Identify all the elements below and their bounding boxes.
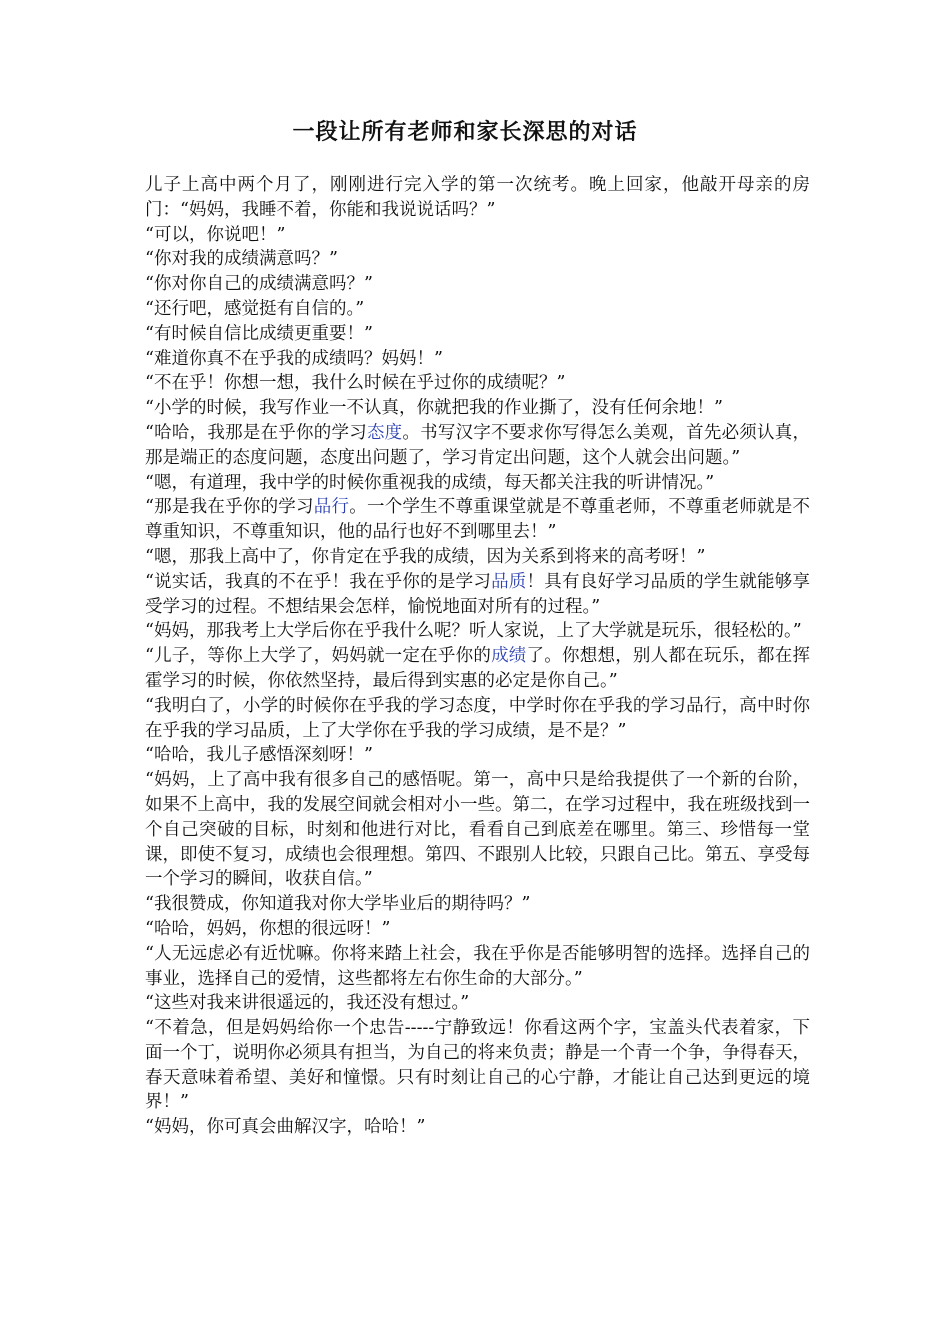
- paragraph: [145, 1115, 810, 1140]
- highlighted-keyword: 态度: [366, 422, 403, 443]
- paragraph: [145, 495, 810, 545]
- paragraph: [145, 917, 810, 942]
- paragraph: [145, 272, 810, 297]
- paragraph: [145, 644, 810, 694]
- paragraph-text: “妈妈，上了高中我有很多自己的感悟呢。第一，高中只是给我提供了一个新的台阶，如果不上高中，我的发展空间就会相对小一些。第二，在学习过程中，我在班级找到一个自己突破的目标，时刻和他进行对比，看看自己到底差在哪里。第三、珍惜每一堂课，即使不复习，成绩也会很理想。第四、不跟别人比较，只跟自己比。第五、享受每一个学习的瞬间，收获自信。”: [145, 770, 810, 890]
- highlighted-keyword: 品质: [491, 571, 527, 592]
- paragraph: [145, 322, 810, 347]
- paragraph-text: “小学的时候，我写作业一不认真，你就把我的作业撕了，没有任何余地！”: [145, 398, 723, 419]
- paragraph: [145, 173, 810, 223]
- paragraph: [145, 471, 810, 496]
- paragraph: [145, 545, 810, 570]
- paragraph-text: “嗯，那我上高中了，你肯定在乎我的成绩，因为关系到将来的高考呀！”: [145, 546, 706, 567]
- paragraph-text: “不着急，但是妈妈给你一个忠告-----宁静致远！你看这两个字，宝盖头代表着家，下面一个丁，说明你必须具有担当，为自己的将来负责；静是一个青一个争，争得春天，春天意味着希望、美好和憧憬。只有时刻让自己的心宁静，才能让自己达到更远的境界！”: [145, 1018, 810, 1113]
- paragraph-text: “这些对我来讲很遥远的，我还没有想过。”: [145, 993, 470, 1014]
- paragraph-text: “哈哈，我那是在乎你的学习: [145, 422, 367, 443]
- paragraph-text: “不在乎！你想一想，我什么时候在乎过你的成绩呢？”: [145, 373, 566, 394]
- paragraph: [145, 421, 810, 471]
- highlighted-keyword: 品行: [313, 497, 350, 518]
- paragraph-text: “有时候自信比成绩更重要！”: [145, 323, 373, 344]
- paragraph-text: “可以，你说吧！”: [145, 224, 286, 245]
- paragraph: [145, 892, 810, 917]
- highlighted-keyword: 成绩: [491, 646, 527, 667]
- paragraph: [145, 396, 810, 421]
- paragraph: [145, 743, 810, 768]
- document-body: [145, 173, 810, 1140]
- paragraph-text: “你对我的成绩满意吗？”: [145, 249, 338, 270]
- paragraph-text: “那是我在乎你的学习: [145, 497, 314, 518]
- paragraph: [145, 991, 810, 1016]
- paragraph-text: “嗯，有道理，我中学的时候你重视我的成绩，每天都关注我的听讲情况。”: [145, 472, 715, 493]
- paragraph: [145, 1016, 810, 1115]
- paragraph-text: “人无远虑必有近忧嘛。你将来踏上社会，我在乎你是否能够明智的选择。选择自己的事业，选择自己的爱情，这些都将左右你生命的大部分。”: [145, 943, 810, 989]
- paragraph-text: “难道你真不在乎我的成绩吗？妈妈！”: [145, 348, 443, 369]
- paragraph-text: “说实话，我真的不在乎！我在乎你的是学习: [145, 571, 492, 592]
- paragraph-text: “儿子，等你上大学了，妈妈就一定在乎你的: [145, 646, 492, 667]
- paragraph-text: “你对你自己的成绩满意吗？”: [145, 274, 373, 295]
- paragraph: [145, 247, 810, 272]
- paragraph-text: 。一个学生不尊重课堂就是不尊重老师，不尊重老师就是不尊重知识，不尊重知识，他的品行也好不到哪里去！”: [145, 497, 811, 543]
- paragraph-text: 儿子上高中两个月了，刚刚进行完入学的第一次统考。晚上回家，他敲开母亲的房门：“妈妈，我睡不着，你能和我说说话吗？”: [145, 175, 810, 220]
- paragraph: [145, 347, 810, 372]
- paragraph-text: “妈妈，你可真会曲解汉字，哈哈！”: [145, 1117, 426, 1138]
- paragraph: [145, 694, 810, 744]
- paragraph-text: “我明白了，小学的时候你在乎我的学习态度，中学时你在乎我的学习品行，高中时你在乎我的学习品质，上了大学你在乎我的学习成绩，是不是？”: [145, 695, 810, 741]
- document-title: 一段让所有老师和家长深思的对话: [292, 120, 638, 145]
- paragraph: [145, 297, 810, 322]
- paragraph-text: “哈哈，我儿子感悟深刻呀！”: [145, 745, 373, 766]
- paragraph-text: 。书写汉字不要求你写得怎么美观，首先必须认真，那是端正的态度问题，态度出问题了，学习肯定出问题，这个人就会出问题。”: [145, 422, 811, 468]
- paragraph-text: “还行吧，感觉挺有自信的。”: [145, 298, 365, 319]
- paragraph: [145, 371, 810, 396]
- paragraph-text: ！具有良好学习品质的学生就能够享受学习的过程。不想结果会怎样，愉悦地面对所有的过程。”: [145, 571, 811, 617]
- paragraph-text: “我很赞成，你知道我对你大学毕业后的期待吗？”: [145, 894, 531, 915]
- paragraph: [145, 570, 810, 620]
- paragraph-text: 了。你想想，别人都在玩乐，都在挥霍学习的时候，你依然坚持，最后得到实惠的必定是你自己。”: [145, 646, 811, 691]
- paragraph: [145, 768, 810, 892]
- paragraph: [145, 619, 810, 644]
- paragraph-text: “哈哈，妈妈，你想的很远呀！”: [145, 918, 391, 939]
- paragraph: [145, 223, 810, 248]
- paragraph: [145, 942, 810, 992]
- paragraph-text: “妈妈，那我考上大学后你在乎我什么呢？听人家说，上了大学就是玩乐，很轻松的。”: [145, 621, 802, 642]
